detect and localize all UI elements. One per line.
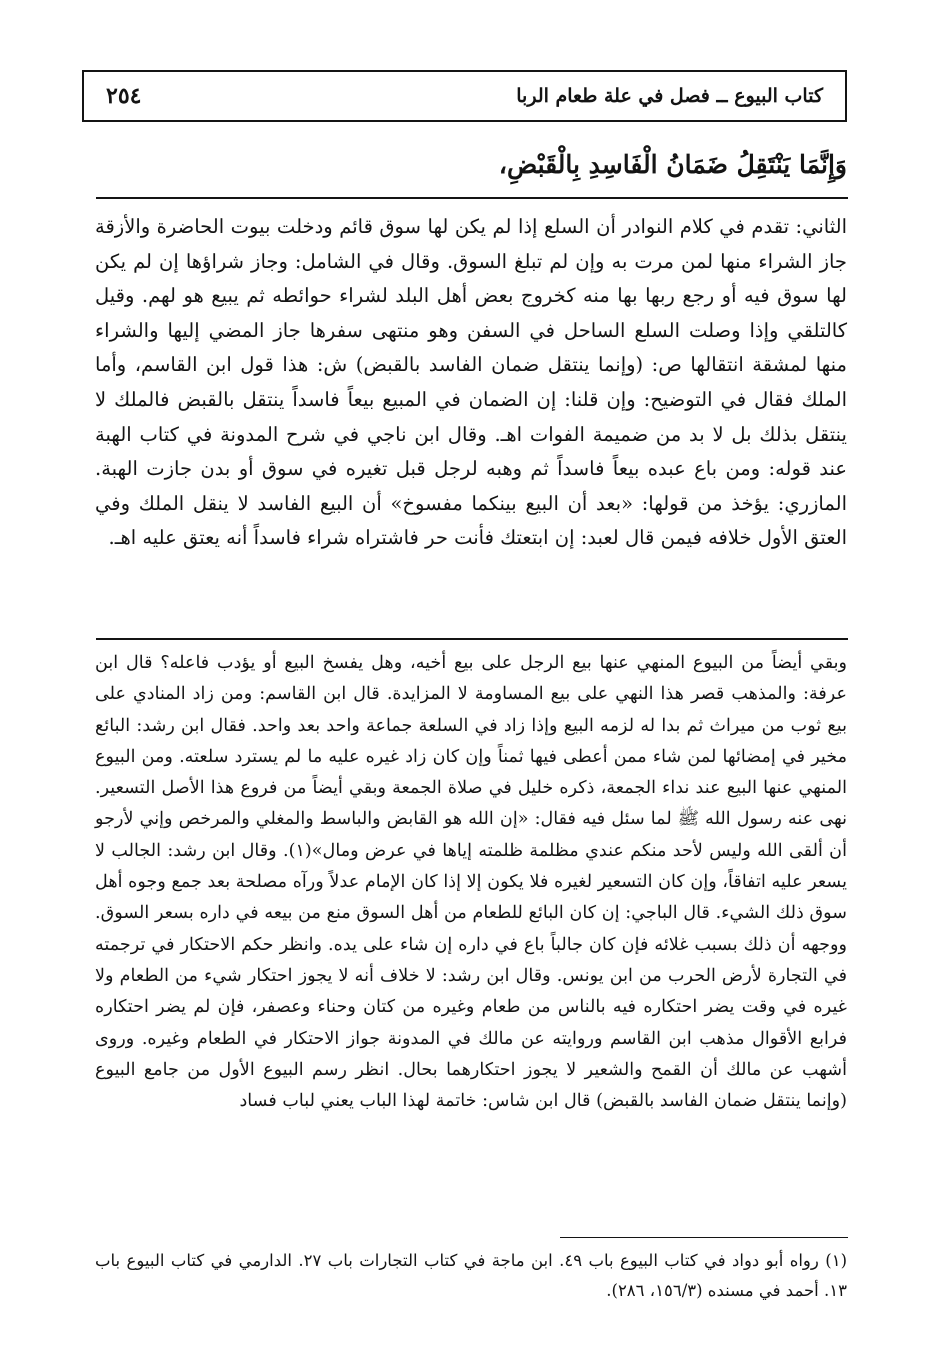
sharh-paragraph: الثاني: تقدم في كلام النوادر أن السلع إذا لم يكن لها سوق قائم ودخلت بيوت الحاضرة والأزقة جاز الشراء منها لمن مرت به وإن لم تبلغ السوق. وقال في الشامل: وجاز شراؤها إن لم يكن لها سوق فيه أو رجع ربها بها منه كخروج بعض أهل البلد لشراء حوائطه ثم يبيع هو لهم. وقيل كالتلقي وإذا وصلت السلع الساحل في السفن وهو منتهى سفرها جاز المضي إليها والشراء منها لمشقة انتقالها ص: (وإنما ينتقل ضمان الفاسد بالقبض) ش: هذا قول ابن القاسم، وأما الملك فقال في التوضيح: وإن قلنا: إن الضمان في المبيع بيعاً فاسداً ينتقل بالقبض فالملك لا ينتقل بذلك بل لا بد من ضميمة الفوات اهـ. وقال ابن ناجي في شرح المدونة في كتاب الهبة عند قوله: ومن باع عبده بيعاً فاسداً ثم وهبه لرجل قبل تغيره في سوق أو بدن جازت الهبة. المازري: يؤخذ من قولها: «بعد أن البيع بينكما مفسوخ» أن البيع الفاسد لا ينقل الملك وفي العتق الأول خلافه فيمن قال لعبد: إن ابتعتك فأنت حر فاشتراه شراء فاسداً أنه يعتق عليه اهـ. (95, 215, 847, 550)
sharh-divider (96, 638, 848, 640)
running-title: كتاب البيوع ــ فصل في علة طعام الربا (516, 85, 823, 107)
footnote (95, 1246, 847, 1306)
footnote-text: رواه أبو دواد في كتاب البيوع باب ٤٩. ابن ماجة في كتاب التجارات باب ٢٧. الدارمي في كتاب البيوع باب ١٣. أحمد في مسنده (١٥٦/٣، ٢٨٦). (95, 1251, 847, 1300)
hashiya-text-before-marker: وبقي أيضاً من البيوع المنهي عنها بيع الرجل على بيع أخيه، وهل يفسخ البيع أو يؤدب فاعله؟ قال ابن عرفة: والمذهب قصر هذا النهي على بيع المساومة لا المزايدة. قال ابن القاسم: ومن زاد المنادي على بيع ثوب من ميراث ثم بدا له لزمه البيع وإذا زاد في السلعة جماعة واحد بعد واحد. فقال ابن رشد: البائع مخير في إمضائها لمن شاء ممن أعطى فيها ثمناً وإن كان زاد غيره عليه ما لم يسترد سلعته. ومن البيوع المنهي عنها البيع عند نداء الجمعة، ذكره خليل في صلاة الجمعة وبقي أيضاً من فروع هذا الأصل التسعير. نهى عنه رسول الله ﷺ لما سئل فيه فقال: «إن الله هو القابض والباسط والمغلي والمرخص وإني لأرجو أن ألقى الله وليس لأحد منكم عندي مظلمة ظلمته إياها في عرض ومال» (95, 653, 847, 861)
hashiya-text-after-marker: . وقال ابن رشد: الجالب لا يسعر عليه اتفاقاً، وإن كان التسعير لغيره فلا يكون إلا إذا كان الإمام عدلاً ورآه مصلحة بعد جمع وجوه أهل سوق ذلك الشيء. قال الباجي: إن كان البائع للطعام من أهل السوق منع من بيعه في داره بسعر السوق. ووجهه أن ذلك بسبب غلائه فإن كان جالباً باع في داره إن شاء على يده. وانظر حكم الاحتكار في ترجمته في التجارة لأرض الحرب من ابن يونس. وقال ابن رشد: لا خلاف أنه لا يجوز احتكار شيء من الطعام ولا غيره في وقت يضر احتكاره فيه بالناس من طعام وغيره من كتان وحناء وعصفر، فإن لم يضر احتكاره فرابع الأقوال مذهب ابن القاسم وروايته عن مالك في المدونة جواز الاحتكار في الطعام وغيره. وروى أشهب عن مالك أن القمح والشعير لا يجوز احتكارهما بحال. انظر رسم البيوع الأول من جامع البيوع (وإنما ينتقل ضمان الفاسد بالقبض) قال ابن شاس: خاتمة لهذا الباب يعني لباب فساد (95, 840, 847, 1112)
matn-text: وَإِنَّمَا يَنْتَقِلُ ضَمَانُ الْفَاسِدِ بِالْقَبْضِ، (498, 150, 847, 179)
hashiya-paragraph (95, 648, 847, 1117)
matn-divider (96, 197, 848, 199)
page-header (82, 70, 847, 122)
footnote-marker: (١) (825, 1251, 847, 1270)
page-number: ٢٥٤ (106, 83, 142, 109)
footnote-reference-marker: (١) (288, 840, 312, 861)
footnote-divider (560, 1237, 848, 1238)
